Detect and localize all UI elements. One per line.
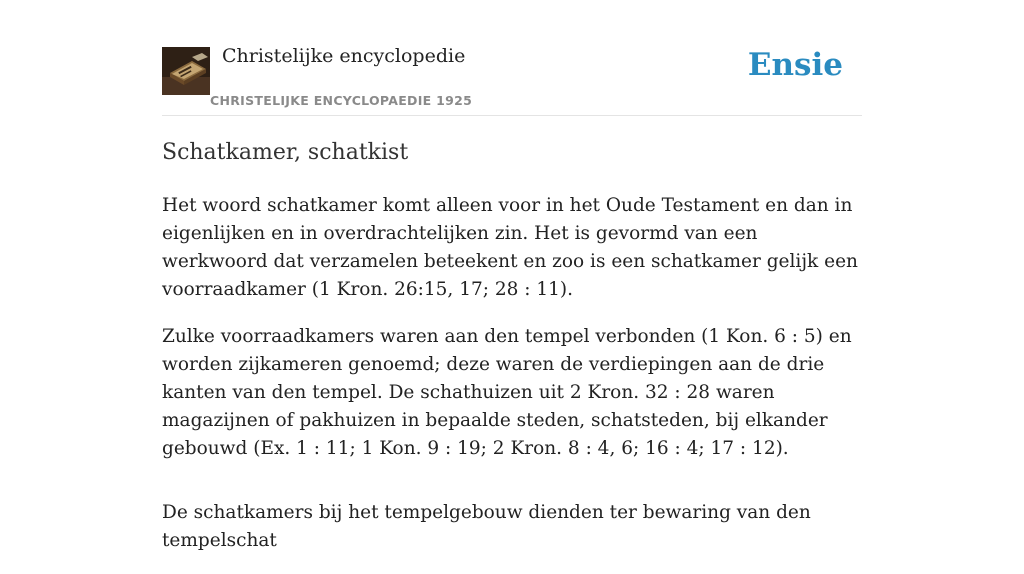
source-title[interactable]: Christelijke encyclopedie xyxy=(222,45,466,67)
ensie-logo-link[interactable]: Ensie xyxy=(747,47,843,83)
book-cover-avatar-icon[interactable] xyxy=(162,47,210,95)
header xyxy=(162,0,862,116)
article-paragraph: Zulke voorraadkamers waren aan den tempel verbonden (1 Kon. 6 : 5) en worden zijkameren genoemd; deze waren de verdiepingen aan de drie kanten van den tempel. De schathuizen uit 2 Kron. 32 : 28 waren magazijnen of pakhuizen in bepaalde steden, schatsteden, bij elkander gebouwd (Ex. 1 : 11; 1 Kon. 9 : 19; 2 Kron. 8 : 4, 6; 16 : 4; 17 : 12). xyxy=(162,326,852,459)
article-paragraph: Het woord schatkamer komt alleen voor in het Oude Testament en dan in eigenlijken en in overdrachtelijken zin. Het is gevormd van een werkwoord dat verzamelen beteekent en zoo is een schatkamer gelijk een voorraadkamer (1 Kron. 26:15, 17; 28 : 11). xyxy=(162,195,858,300)
content-container xyxy=(162,0,862,551)
article-body xyxy=(162,192,862,574)
article-paragraph: De schatkamers bij het tempelgebouw dienden ter bewaring van den tempelschat xyxy=(162,502,811,551)
article-title: Schatkamer, schatkist xyxy=(162,140,409,165)
source-subtitle: CHRISTELIJKE ENCYCLOPAEDIE 1925 xyxy=(210,93,473,108)
